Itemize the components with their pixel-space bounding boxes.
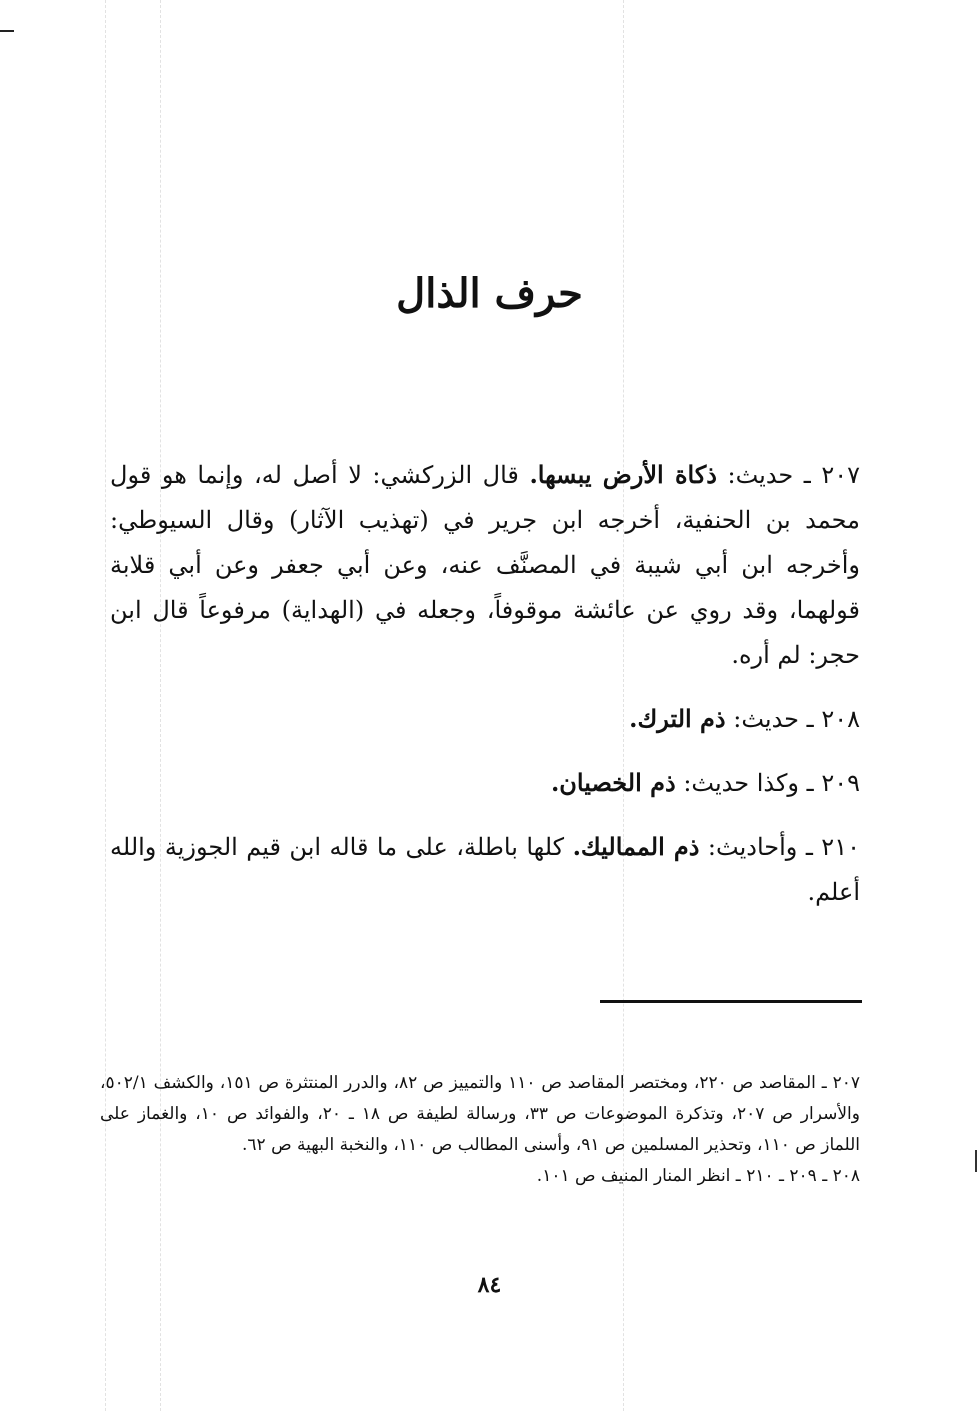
footnotes — [100, 1068, 860, 1192]
entry-text: قال الزركشي: لا أصل له، وإنما هو قول محمد بن الحنفية، أخرجه ابن جرير في (تهذيب الآثار) وقال السيوطي: وأخرجه ابن أبي شيبة في المصنَّف عنه، وعن أبي جعفر وعن أبي قلابة قولهما، وقد روي عن عائشة موقوفاً، وجعله في (الهداية) مرفوعاً قال ابن حجر: لم أره. — [110, 461, 861, 669]
page-number: ٨٤ — [477, 1272, 502, 1298]
entry-210 — [110, 824, 860, 915]
scan-artifact-line — [105, 0, 106, 1411]
entry-number: ٢٠٧ ـ — [803, 461, 861, 489]
entry-lead: وأحاديث: — [707, 833, 798, 861]
footnote-divider — [600, 1000, 862, 1003]
scan-edge-mark — [0, 30, 14, 32]
entry-number: ٢٠٩ ـ — [806, 769, 860, 797]
entry-lead: وكذا حديث: — [683, 769, 800, 797]
entry-lead: حديث: — [727, 461, 794, 489]
entry-207 — [110, 452, 860, 678]
footnote-207: ٢٠٧ ـ المقاصد ص ٢٢٠، ومختصر المقاصد ص ١١٠ والتمييز ص ٨٢، والدرر المنتثرة ص ١٥١، والكشف ٥٠٢/١، والأسرار ص ٢٠٧، وتذكرة الموضوعات ص ٣٣، ورسالة لطيفة ص ١٨ ـ ٢٠، والفوائد ص ١٠، والغماز على اللماز ص ١١٠، وتحذير المسلمين ص ٩١، وأسنى المطالب ص ١١٠، والنخبة البهية ص ٦٢. — [100, 1073, 860, 1155]
hadith-title: ذم الترك. — [629, 704, 726, 733]
entry-209 — [110, 760, 860, 806]
hadith-title: ذم المماليك. — [572, 832, 700, 861]
entry-208 — [110, 696, 860, 742]
entry-number: ٢٠٨ ـ — [806, 705, 860, 733]
entry-text: كلها باطلة، على ما قاله ابن قيم الجوزية والله أعلم. — [110, 833, 860, 906]
entry-number: ٢١٠ ـ — [805, 833, 860, 861]
entry-lead: حديث: — [733, 705, 800, 733]
chapter-title: حرف الذال — [396, 270, 583, 317]
scan-edge-mark — [975, 1150, 977, 1172]
hadith-title: ذم الخصيان. — [550, 768, 676, 797]
main-text — [110, 452, 860, 933]
footnote-208-210: ٢٠٨ ـ ٢٠٩ ـ ٢١٠ ـ انظر المنار المنيف ص ١٠١. — [536, 1166, 860, 1186]
hadith-title: ذكاة الأرض يبسها. — [529, 460, 717, 489]
